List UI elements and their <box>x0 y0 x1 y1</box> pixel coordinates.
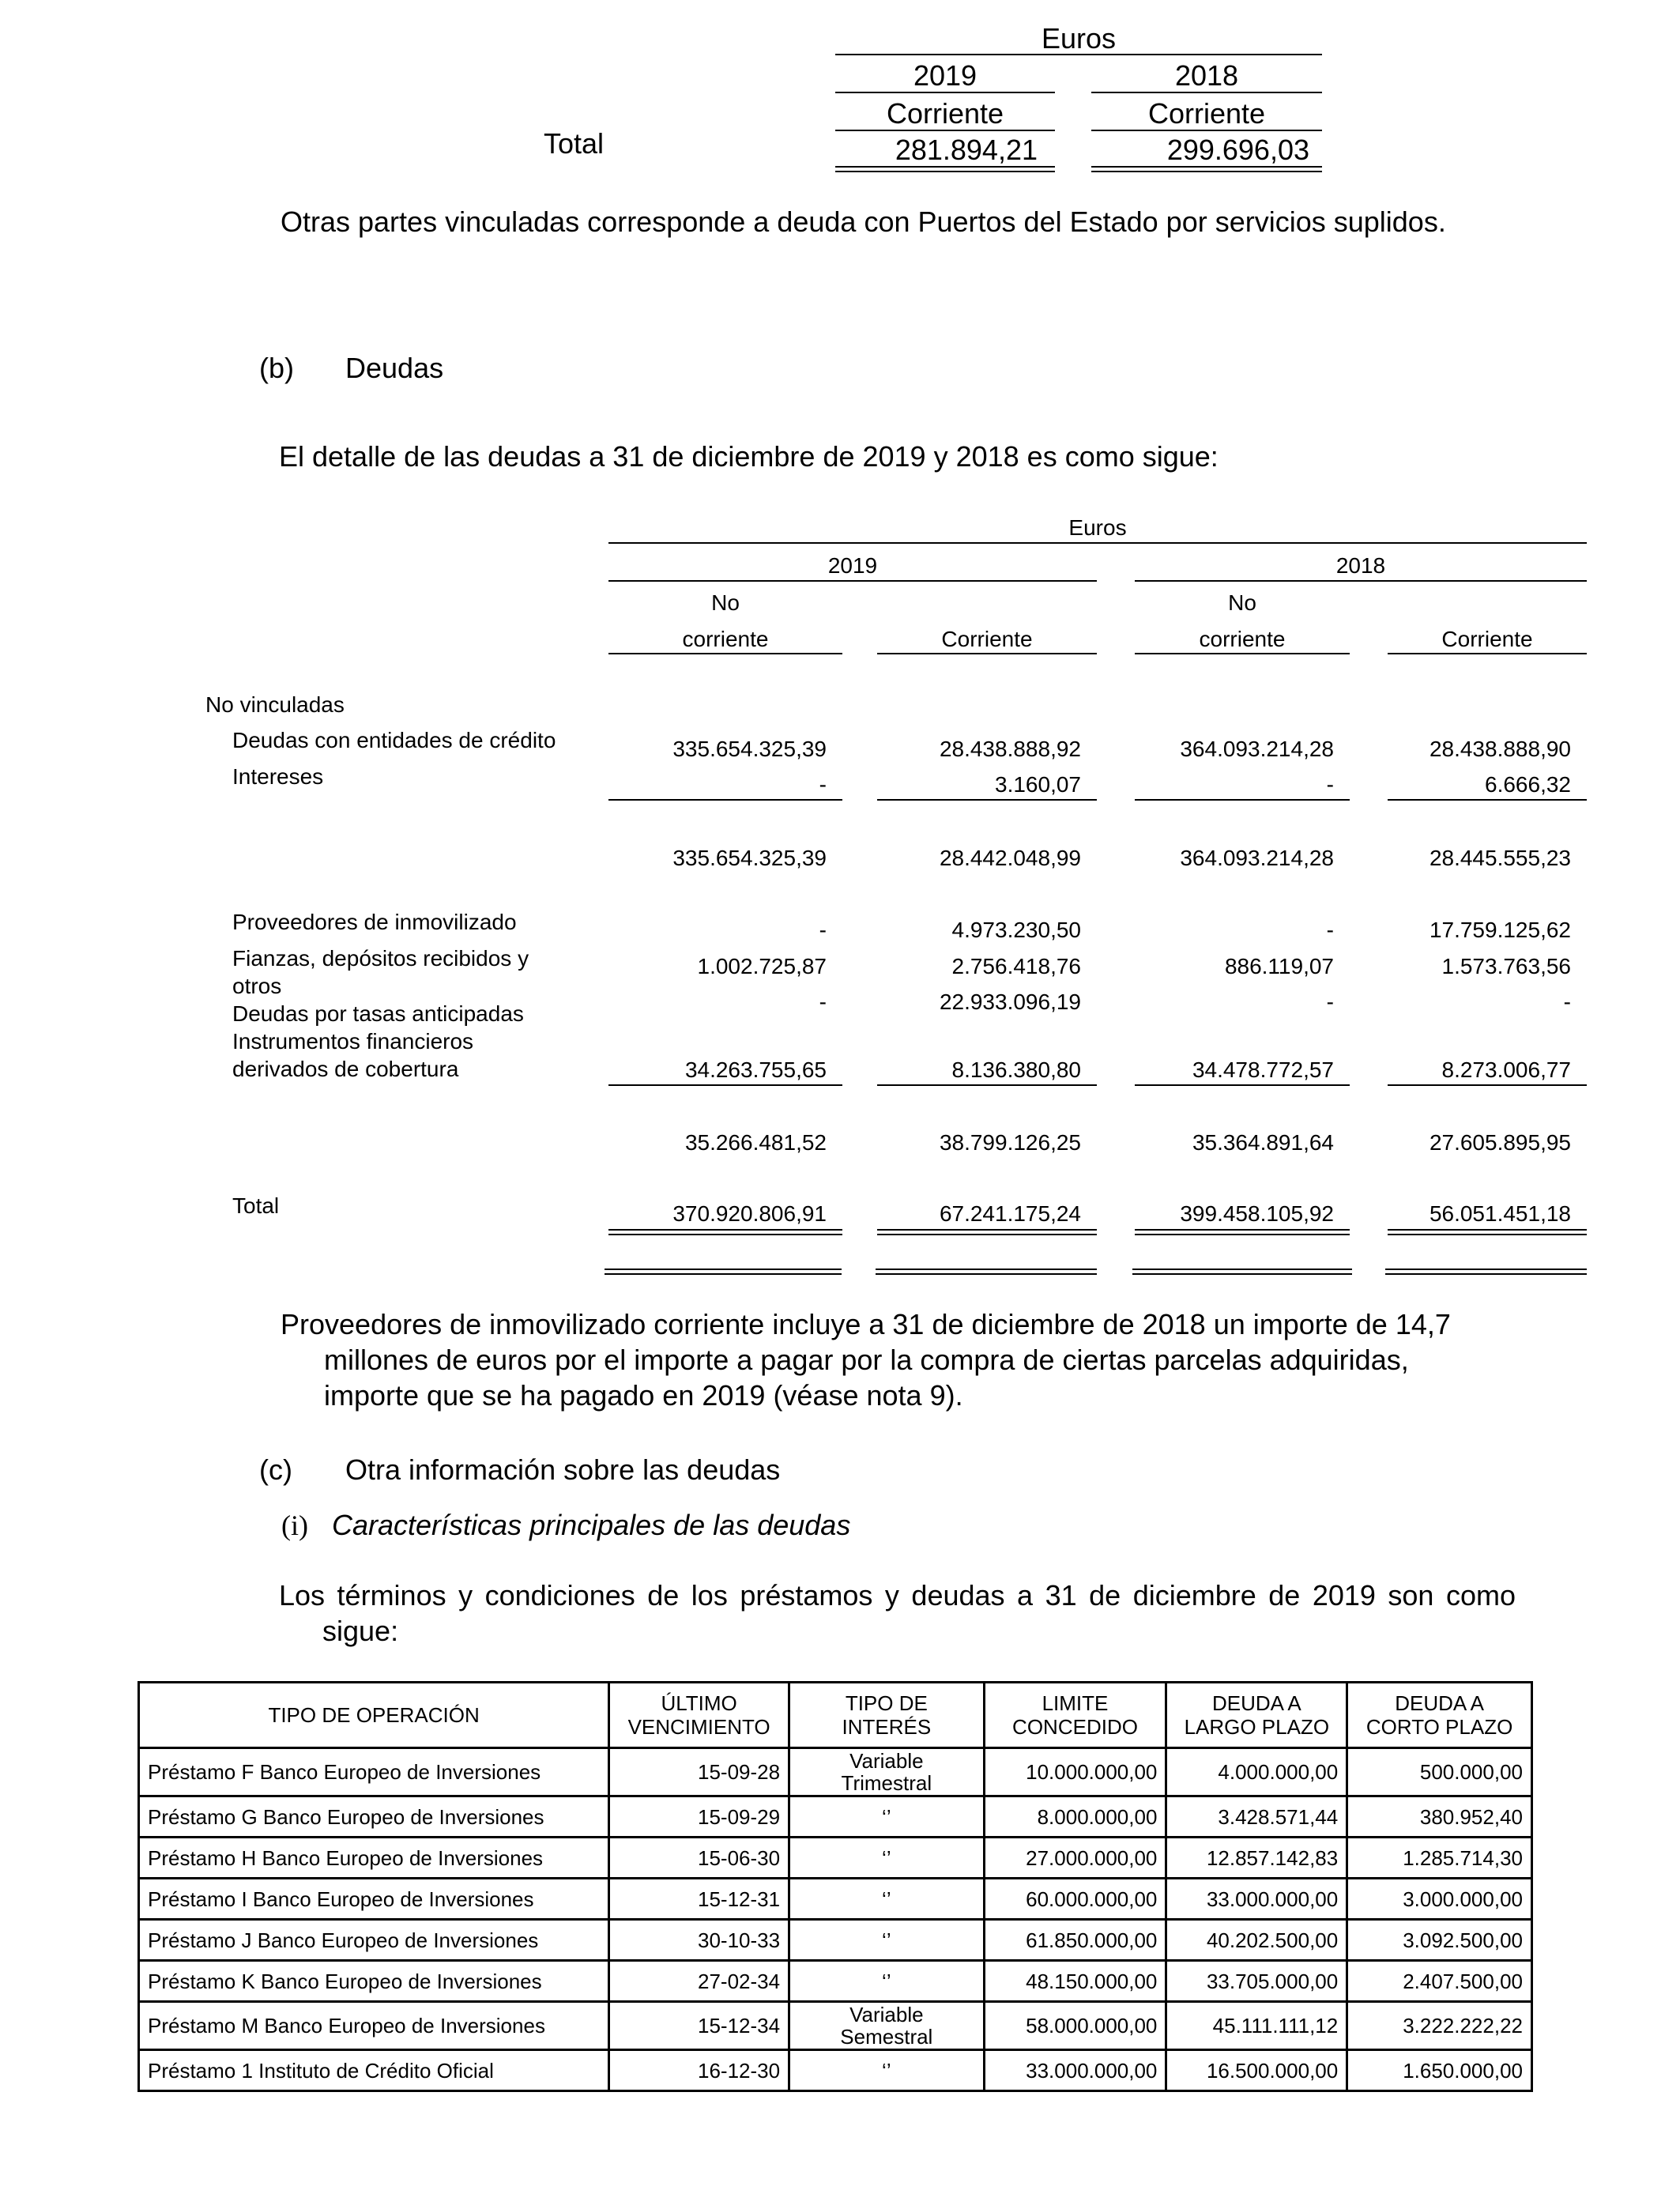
col-header-no-corriente-2019: corriente <box>682 627 769 651</box>
cell-limite: 48.150.000,00 <box>984 1961 1166 2002</box>
divider <box>1388 799 1587 801</box>
section-c-title: Otra información sobre las deudas <box>345 1453 781 1486</box>
row-label: Total <box>232 1193 280 1218</box>
cell: 364.093.214,28 <box>1180 846 1334 870</box>
top-total-2019: 281.894,21 <box>895 134 1038 166</box>
cell-largo-plazo: 33.000.000,00 <box>1166 1879 1347 1920</box>
double-rule <box>1385 1269 1587 1275</box>
cell-corto-plazo: 3.222.222,22 <box>1347 2002 1532 2050</box>
double-rule <box>876 1269 1097 1275</box>
cell-limite: 10.000.000,00 <box>984 1748 1166 1796</box>
cell: 22.933.096,19 <box>939 990 1081 1014</box>
debts-currency-header: Euros <box>1068 515 1127 540</box>
top-col-corriente-2018: Corriente <box>1147 97 1266 130</box>
cell: - <box>1326 772 1334 797</box>
cell: 8.136.380,80 <box>951 1057 1081 1082</box>
cell-vencimiento: 15-09-29 <box>609 1796 789 1838</box>
cell-operacion: Préstamo J Banco Europeo de Inversiones <box>139 1920 609 1961</box>
double-rule <box>835 166 1055 172</box>
cell: - <box>1563 990 1571 1014</box>
table-row <box>139 1920 1532 1961</box>
cell: 370.920.806,91 <box>672 1201 827 1226</box>
cell: - <box>819 772 827 797</box>
section-i-marker: (i) <box>281 1510 308 1541</box>
cell-tipo-interes: Variable Semestral <box>789 2002 985 2050</box>
cell-largo-plazo: 3.428.571,44 <box>1166 1796 1347 1838</box>
cell-corto-plazo: 3.000.000,00 <box>1347 1879 1532 1920</box>
cell: - <box>819 918 827 942</box>
cell: 38.799.126,25 <box>939 1130 1081 1155</box>
section-b-marker: (b) <box>259 352 294 384</box>
cell: 335.654.325,39 <box>672 846 827 870</box>
table-row <box>139 1879 1532 1920</box>
paragraph-proveedores: Proveedores de inmovilizado corriente incluye a 31 de diciembre de 2018 un importe de 14,7 millones de euros por el importe a pagar por la compra de ciertas parcelas adquiridas, importe que se ha pagado en 2019 (véase nota 9). <box>281 1308 1451 1412</box>
top-col-corriente-2019: Corriente <box>886 97 1004 130</box>
divider <box>1091 130 1322 131</box>
cell-operacion: Préstamo F Banco Europeo de Inversiones <box>139 1748 609 1796</box>
header-row <box>139 1683 1532 1748</box>
row-label: Intereses <box>232 764 324 789</box>
cell-largo-plazo: 16.500.000,00 <box>1166 2050 1347 2091</box>
cell-limite: 8.000.000,00 <box>984 1796 1166 1838</box>
section-b-title: Deudas <box>345 352 444 384</box>
divider <box>608 799 842 801</box>
loans-table <box>137 1681 1533 2092</box>
table-row <box>139 1961 1532 2002</box>
section-i-title: Características principales de las deudas <box>332 1509 851 1541</box>
cell-vencimiento: 30-10-33 <box>609 1920 789 1961</box>
cell-corto-plazo: 2.407.500,00 <box>1347 1961 1532 2002</box>
cell: - <box>819 990 827 1014</box>
double-rule <box>1132 1269 1352 1275</box>
cell: 27.605.895,95 <box>1429 1130 1571 1155</box>
divider <box>877 799 1097 801</box>
cell: 34.478.772,57 <box>1192 1057 1334 1082</box>
divider <box>1135 799 1350 801</box>
table-row <box>139 1748 1532 1796</box>
cell-operacion: Préstamo H Banco Europeo de Inversiones <box>139 1838 609 1879</box>
double-rule <box>1388 1229 1587 1235</box>
col-header-corriente-2018: Corriente <box>1441 627 1533 651</box>
group-label: No vinculadas <box>205 692 345 717</box>
col-header-corriente-2019: Corriente <box>941 627 1033 651</box>
top-currency-header: Euros <box>1041 22 1117 55</box>
top-year-2018: 2018 <box>1174 59 1239 92</box>
cell: 67.241.175,24 <box>939 1201 1081 1226</box>
divider <box>1135 580 1587 582</box>
cell: 35.266.481,52 <box>684 1130 827 1155</box>
cell-largo-plazo: 45.111.111,12 <box>1166 2002 1347 2050</box>
cell-operacion: Préstamo K Banco Europeo de Inversiones <box>139 1961 609 2002</box>
cell: 28.442.048,99 <box>939 846 1081 870</box>
cell-operacion: Préstamo I Banco Europeo de Inversiones <box>139 1879 609 1920</box>
row-label-continued: derivados de cobertura <box>232 1057 459 1081</box>
cell-largo-plazo: 33.705.000,00 <box>1166 1961 1347 2002</box>
divider <box>877 653 1097 654</box>
double-rule <box>1091 166 1322 172</box>
cell-tipo-interes: ‘’ <box>789 1796 985 1838</box>
cell: 3.160,07 <box>995 772 1081 797</box>
divider <box>608 580 1097 582</box>
header-deuda-largo-plazo: DEUDA A LARGO PLAZO <box>1166 1683 1347 1748</box>
cell-operacion: Préstamo 1 Instituto de Crédito Oficial <box>139 2050 609 2091</box>
divider <box>835 54 1322 55</box>
cell-tipo-interes: ‘’ <box>789 1838 985 1879</box>
header-limite-concedido: LIMITE CONCEDIDO <box>984 1683 1166 1748</box>
debts-year-2019: 2019 <box>827 553 878 578</box>
cell-vencimiento: 15-12-31 <box>609 1879 789 1920</box>
header-deuda-corto-plazo: DEUDA A CORTO PLAZO <box>1347 1683 1532 1748</box>
col-header-no-2019: No <box>711 590 740 615</box>
cell-operacion: Préstamo G Banco Europeo de Inversiones <box>139 1796 609 1838</box>
cell-largo-plazo: 40.202.500,00 <box>1166 1920 1347 1961</box>
cell-largo-plazo: 12.857.142,83 <box>1166 1838 1347 1879</box>
divider <box>608 542 1587 544</box>
row-label: Instrumentos financieros <box>232 1029 474 1054</box>
double-rule <box>877 1229 1097 1235</box>
cell: 399.458.105,92 <box>1180 1201 1334 1226</box>
debts-year-2018: 2018 <box>1335 553 1386 578</box>
cell: 4.973.230,50 <box>951 918 1081 942</box>
cell-corto-plazo: 3.092.500,00 <box>1347 1920 1532 1961</box>
cell-limite: 61.850.000,00 <box>984 1920 1166 1961</box>
cell: 28.438.888,92 <box>939 737 1081 761</box>
divider <box>1388 1084 1587 1086</box>
col-header-no-2018: No <box>1228 590 1256 615</box>
paragraph-otras-partes: Otras partes vinculadas corresponde a deuda con Puertos del Estado por servicios suplidos. <box>281 205 1446 238</box>
cell: 56.051.451,18 <box>1429 1201 1571 1226</box>
col-header-no-corriente-2018: corriente <box>1199 627 1286 651</box>
row-label: Deudas con entidades de crédito <box>232 728 556 752</box>
cell-corto-plazo: 380.952,40 <box>1347 1796 1532 1838</box>
row-label: Proveedores de inmovilizado <box>232 910 517 934</box>
cell-corto-plazo: 500.000,00 <box>1347 1748 1532 1796</box>
cell: 34.263.755,65 <box>684 1057 827 1082</box>
double-rule <box>605 1269 842 1275</box>
cell: 8.273.006,77 <box>1441 1057 1571 1082</box>
cell: 17.759.125,62 <box>1429 918 1571 942</box>
cell: 1.002.725,87 <box>697 954 827 978</box>
divider <box>608 1084 842 1086</box>
divider <box>608 653 842 654</box>
cell: 28.438.888,90 <box>1429 737 1571 761</box>
cell-tipo-interes: Variable Trimestral <box>789 1748 985 1796</box>
cell: 35.364.891,64 <box>1192 1130 1334 1155</box>
cell-tipo-interes: ‘’ <box>789 1961 985 2002</box>
cell: 364.093.214,28 <box>1180 737 1334 761</box>
cell-limite: 58.000.000,00 <box>984 2002 1166 2050</box>
cell: 335.654.325,39 <box>672 737 827 761</box>
divider <box>1388 653 1587 654</box>
divider <box>877 1084 1097 1086</box>
cell-tipo-interes: ‘’ <box>789 1879 985 1920</box>
header-tipo-operacion: TIPO DE OPERACIÓN <box>139 1683 609 1748</box>
cell-operacion: Préstamo M Banco Europeo de Inversiones <box>139 2002 609 2050</box>
section-c-marker: (c) <box>259 1453 292 1486</box>
cell-vencimiento: 15-06-30 <box>609 1838 789 1879</box>
divider <box>1135 653 1350 654</box>
cell-tipo-interes: ‘’ <box>789 2050 985 2091</box>
row-label: Deudas por tasas anticipadas <box>232 1001 524 1026</box>
row-label: Fianzas, depósitos recibidos y <box>232 946 529 971</box>
cell-vencimiento: 15-09-28 <box>609 1748 789 1796</box>
cell-largo-plazo: 4.000.000,00 <box>1166 1748 1347 1796</box>
divider <box>1135 1084 1350 1086</box>
cell-limite: 33.000.000,00 <box>984 2050 1166 2091</box>
divider <box>1091 92 1322 93</box>
paragraph-detalle-deudas: El detalle de las deudas a 31 de diciembre de 2019 y 2018 es como sigue: <box>279 440 1219 473</box>
divider <box>835 130 1055 131</box>
paragraph-terminos: Los términos y condiciones de los préstamos y deudas a 31 de diciembre de 2019 son como sigue: <box>279 1579 1516 1647</box>
table-row <box>139 2050 1532 2091</box>
cell-vencimiento: 15-12-34 <box>609 2002 789 2050</box>
top-total-label: Total <box>544 127 605 160</box>
cell: 886.119,07 <box>1224 954 1334 978</box>
double-rule <box>1135 1229 1350 1235</box>
cell-corto-plazo: 1.650.000,00 <box>1347 2050 1532 2091</box>
cell-vencimiento: 27-02-34 <box>609 1961 789 2002</box>
double-rule <box>608 1229 842 1235</box>
header-tipo-interes: TIPO DE INTERÉS <box>789 1683 985 1748</box>
table-row <box>139 2002 1532 2050</box>
top-total-2018: 299.696,03 <box>1166 134 1309 166</box>
cell: 6.666,32 <box>1485 772 1571 797</box>
table-row <box>139 1796 1532 1838</box>
divider <box>835 92 1055 93</box>
cell: - <box>1326 990 1334 1014</box>
cell-limite: 27.000.000,00 <box>984 1838 1166 1879</box>
cell-corto-plazo: 1.285.714,30 <box>1347 1838 1532 1879</box>
top-year-2019: 2019 <box>913 59 977 92</box>
cell: 28.445.555,23 <box>1429 846 1571 870</box>
cell: 1.573.763,56 <box>1441 954 1571 978</box>
cell: - <box>1326 918 1334 942</box>
cell-limite: 60.000.000,00 <box>984 1879 1166 1920</box>
cell-vencimiento: 16-12-30 <box>609 2050 789 2091</box>
cell-tipo-interes: ‘’ <box>789 1920 985 1961</box>
header-ultimo-vencimiento: ÚLTIMO VENCIMIENTO <box>609 1683 789 1748</box>
table-row <box>139 1838 1532 1879</box>
row-label-continued: otros <box>232 974 282 998</box>
cell: 2.756.418,76 <box>951 954 1081 978</box>
